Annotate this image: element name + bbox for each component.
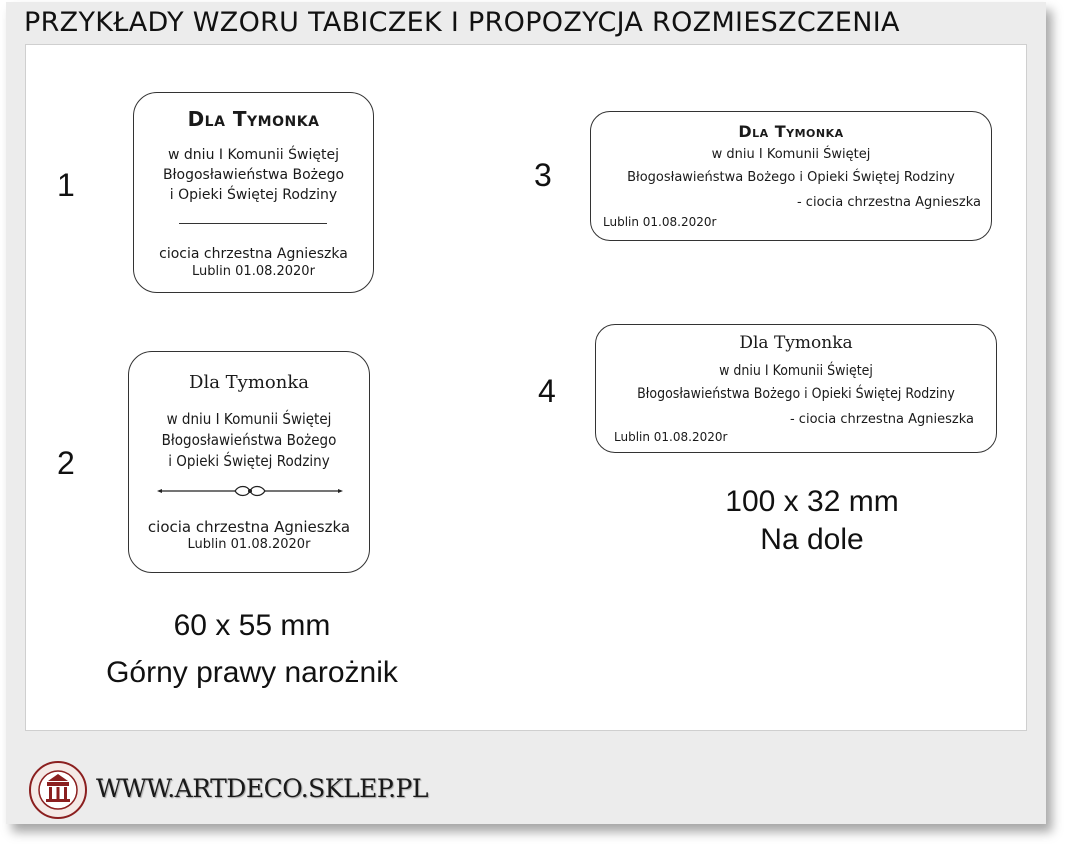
plate-2-line-1: w dniu I Komunii Świętej	[166, 410, 332, 428]
footer	[28, 760, 428, 820]
plate-3-line-1: w dniu I Komunii Świętej	[711, 147, 871, 162]
plate-3-signature: - ciocia chrzestna Agnieszka	[796, 195, 981, 210]
plate-2-date: Lublin 01.08.2020r	[187, 537, 311, 552]
plate-1	[133, 92, 374, 293]
plate-3-date: Lublin 01.08.2020r	[603, 215, 717, 229]
plate-2-line-3: i Opieki Świętej Rodziny	[168, 452, 330, 470]
label-number-2: 2	[57, 445, 75, 481]
caption-right-size: 100 x 32 mm	[725, 485, 899, 518]
plate-1-date: Lublin 01.08.2020r	[192, 264, 315, 279]
plate-2-line-2: Błogosławieństwa Bożego	[161, 431, 337, 449]
page-title: PRZYKŁADY WZORU TABICZEK I PROPOZYCJA ROZMIESZCZENIA	[24, 7, 900, 38]
galleria-art-deco-logo-icon	[28, 760, 88, 820]
caption-right-position: Na dole	[760, 523, 864, 556]
plate-3-heading: Dla Tymonka	[738, 122, 844, 141]
plate-4-line-2: Błogosławieństwa Bożego i Opieki Świętej Rodziny	[637, 386, 955, 402]
label-number-1: 1	[57, 167, 75, 203]
content-panel	[25, 44, 1027, 731]
plate-4-date: Lublin 01.08.2020r	[614, 430, 728, 444]
label-number-4: 4	[538, 373, 556, 409]
plate-2-heading: Dla Tymonka	[189, 372, 309, 393]
plate-4-line-1: w dniu I Komunii Świętej	[719, 363, 873, 379]
plate-3-line-2: Błogosławieństwa Bożego i Opieki Świętej Rodziny	[627, 170, 955, 185]
plate-2	[128, 351, 370, 573]
caption-left-size: 60 x 55 mm	[173, 609, 331, 642]
caption-left-position: Górny prawy narożnik	[106, 656, 398, 689]
ornament-divider-icon	[157, 484, 343, 498]
plate-1-line-2: Błogosławieństwa Bożego	[162, 167, 345, 183]
plate-2-signature: ciocia chrzestna Agnieszka	[147, 518, 351, 536]
label-number-3: 3	[534, 157, 552, 193]
plate-4-heading: Dla Tymonka	[739, 333, 853, 353]
plate-1-line-3: i Opieki Świętej Rodziny	[169, 187, 338, 203]
plate-4-signature: - ciocia chrzestna Agnieszka	[789, 412, 974, 427]
plate-1-line-1: w dniu I Komunii Świętej	[168, 147, 339, 163]
plate-4	[595, 324, 997, 453]
footer-site-url[interactable]: WWW.ARTDECO.SKLEP.PL	[96, 774, 428, 803]
plate-3	[590, 111, 992, 241]
plate-1-signature: ciocia chrzestna Agnieszka	[159, 246, 348, 262]
plate-1-heading: Dla Tymonka	[187, 107, 320, 131]
plate-1-divider	[179, 223, 327, 224]
